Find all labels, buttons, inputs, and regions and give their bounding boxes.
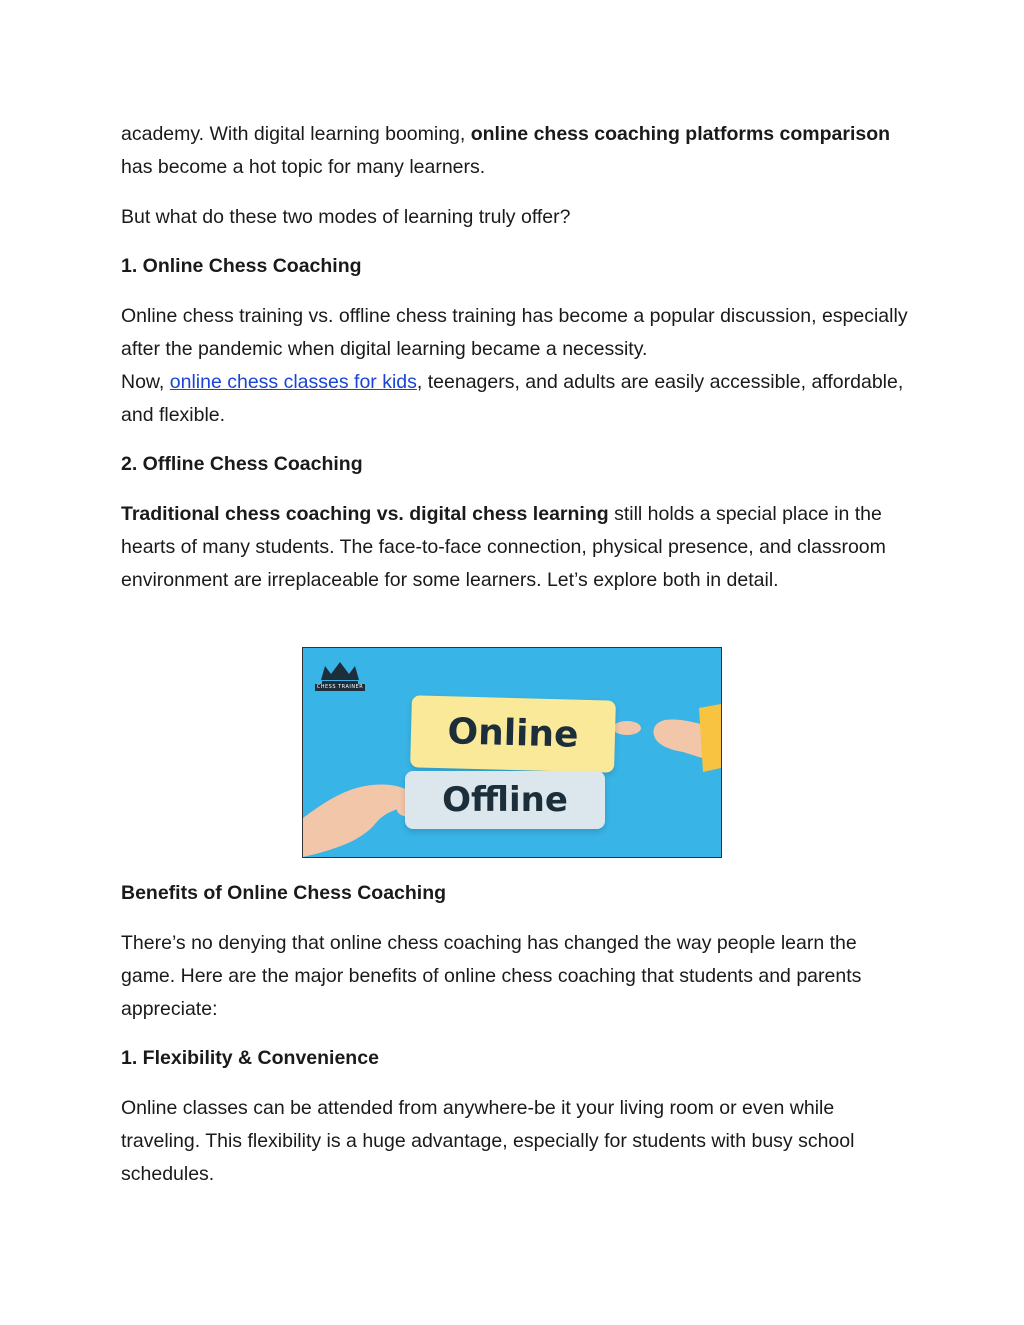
- intro-bold-text: online chess coaching platforms comparison: [470, 123, 891, 145]
- online-text-now: Now,: [121, 371, 170, 393]
- logo-text: CHESS TRAINER: [316, 684, 364, 690]
- intro-paragraph: [121, 118, 911, 184]
- heading-offline-coaching: 2. Offline Chess Coaching: [121, 453, 363, 475]
- offline-paragraph: [121, 498, 911, 597]
- online-text: Online chess training vs. offline chess training has become a popular discussion, especially after the pandemic when digital learning became a necessity.: [121, 305, 908, 360]
- online-classes-link[interactable]: online chess classes for kids: [169, 371, 417, 393]
- flexibility-paragraph: Online classes can be attended from anywhere-be it your living room or even while traveling. This flexibility is a huge advantage, especially for students with busy school schedules.: [121, 1097, 855, 1185]
- offline-bold-text: Traditional chess coaching vs. digital chess learning: [121, 503, 609, 525]
- intro-text-end: has become a hot topic for many learners.: [121, 156, 486, 178]
- heading-online-coaching: 1. Online Chess Coaching: [121, 255, 362, 277]
- heading-benefits: Benefits of Online Chess Coaching: [121, 882, 447, 904]
- offline-text: still holds a special place in the hearts of many students. The face-to-face connection, physical presence, and classroom environment are irreplaceable for some learners. Let’s explore both in detail.: [121, 503, 886, 591]
- right-hand-illustration: [603, 668, 721, 808]
- question-paragraph: But what do these two modes of learning truly offer?: [121, 206, 571, 228]
- online-paragraph: [121, 300, 911, 432]
- online-text-end: , teenagers, and adults are easily accessible, affordable, and flexible.: [121, 371, 904, 426]
- heading-flexibility: 1. Flexibility & Convenience: [121, 1047, 379, 1069]
- benefits-paragraph: There’s no denying that online chess coaching has changed the way people learn the game. Here are the major benefits of online chess coaching that students and parents appreciate:: [121, 932, 862, 1020]
- offline-card: Offline: [405, 771, 605, 829]
- intro-text: academy. With digital learning booming,: [121, 123, 471, 145]
- online-card: Online: [410, 695, 616, 772]
- online-offline-image: [302, 647, 722, 858]
- chess-trainer-logo: [315, 658, 365, 702]
